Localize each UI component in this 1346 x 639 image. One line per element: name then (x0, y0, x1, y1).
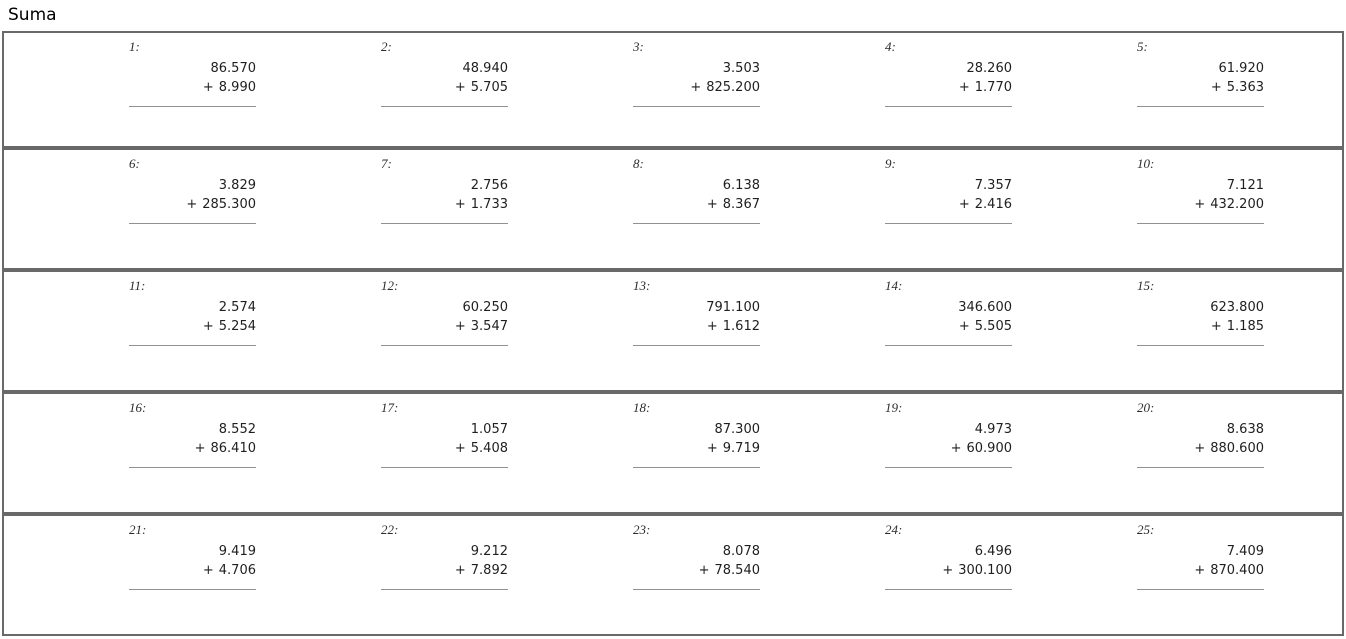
answer-line (885, 214, 1012, 224)
answer-space (1137, 468, 1264, 510)
answer-line (129, 458, 256, 468)
problem-number-label: 6: (129, 156, 140, 171)
answer-space (129, 468, 256, 510)
addend-bottom-row (1137, 317, 1264, 336)
addend-bottom-row (633, 317, 760, 336)
problem-cell (256, 272, 508, 390)
answer-line (633, 336, 760, 346)
addend-bottom: 5.505 (974, 319, 1012, 334)
addition-problem (633, 33, 760, 149)
addend-top: 6.496 (974, 544, 1012, 559)
answer-space (129, 224, 256, 266)
problem-cell (4, 150, 256, 268)
addend-bottom-row (633, 439, 760, 458)
addend-top: 9.419 (218, 544, 256, 559)
addition-problem (129, 516, 256, 632)
problem-cell (4, 394, 256, 512)
addition-problem (1137, 272, 1264, 388)
addend-bottom-row (1137, 439, 1264, 458)
addition-problem (1137, 150, 1264, 266)
answer-line (885, 458, 1012, 468)
problem-number-label: 21: (129, 522, 147, 537)
addend-top: 791.100 (706, 300, 760, 315)
addition-problem (129, 394, 256, 510)
addend-bottom-row (885, 78, 1012, 97)
worksheet-row (2, 392, 1344, 514)
addition-problem (633, 394, 760, 510)
problem-cell (508, 394, 760, 512)
problem-number-label: 13: (633, 278, 651, 293)
addend-top: 3.829 (218, 178, 256, 193)
addend-bottom: 7.892 (470, 563, 508, 578)
addend-bottom: 3.547 (470, 319, 508, 334)
answer-line (129, 336, 256, 346)
answer-space (381, 468, 508, 510)
addition-problem (381, 516, 508, 632)
answer-line (129, 214, 256, 224)
page-title: Suma (8, 5, 57, 25)
addition-problem (633, 272, 760, 388)
plus-operator: + (706, 441, 718, 456)
plus-operator: + (454, 80, 466, 95)
addend-top: 7.121 (1226, 178, 1264, 193)
plus-operator: + (194, 441, 206, 456)
problem-cell (256, 33, 508, 146)
problem-cell (4, 272, 256, 390)
addend-top: 48.940 (462, 61, 508, 76)
problem-cell (256, 150, 508, 268)
addition-problem (885, 272, 1012, 388)
addend-top: 8.552 (218, 422, 256, 437)
answer-space (129, 107, 256, 149)
answer-space (1137, 107, 1264, 149)
answer-line (381, 336, 508, 346)
answer-line (381, 214, 508, 224)
addition-problem (885, 150, 1012, 266)
plus-operator: + (698, 563, 710, 578)
problem-cell (760, 394, 1012, 512)
plus-operator: + (454, 319, 466, 334)
answer-space (633, 590, 760, 632)
addend-bottom-row (129, 439, 256, 458)
addend-bottom-row (381, 317, 508, 336)
problem-cell (1012, 150, 1264, 268)
addend-bottom-row (381, 561, 508, 580)
addend-top: 7.357 (974, 178, 1012, 193)
plus-operator: + (958, 319, 970, 334)
plus-operator: + (1194, 197, 1206, 212)
plus-operator: + (1194, 441, 1206, 456)
answer-line (885, 336, 1012, 346)
problem-cell (760, 150, 1012, 268)
problem-number-label: 5: (1137, 39, 1148, 54)
problem-cell (1012, 516, 1264, 634)
addend-top: 87.300 (714, 422, 760, 437)
answer-space (633, 107, 760, 149)
plus-operator: + (1194, 563, 1206, 578)
addend-bottom: 1.612 (722, 319, 760, 334)
answer-space (381, 590, 508, 632)
answer-space (129, 590, 256, 632)
addend-bottom-row (381, 195, 508, 214)
addend-bottom: 5.254 (218, 319, 256, 334)
addend-bottom-row (633, 195, 760, 214)
addend-bottom-row (1137, 78, 1264, 97)
plus-operator: + (958, 80, 970, 95)
addition-problem (633, 150, 760, 266)
answer-line (129, 97, 256, 107)
answer-line (1137, 458, 1264, 468)
answer-line (1137, 580, 1264, 590)
addend-bottom: 870.400 (1210, 563, 1264, 578)
addend-bottom-row (885, 317, 1012, 336)
addend-top: 346.600 (958, 300, 1012, 315)
addend-bottom-row (633, 561, 760, 580)
answer-space (381, 346, 508, 388)
addition-problem (885, 33, 1012, 149)
problem-number-label: 11: (129, 278, 146, 293)
addend-bottom-row (129, 195, 256, 214)
answer-line (1137, 336, 1264, 346)
addend-top: 6.138 (722, 178, 760, 193)
answer-space (885, 590, 1012, 632)
addend-bottom-row (1137, 561, 1264, 580)
addend-bottom: 5.408 (470, 441, 508, 456)
addend-bottom: 1.733 (470, 197, 508, 212)
problem-number-label: 4: (885, 39, 896, 54)
addend-bottom: 1.770 (974, 80, 1012, 95)
addend-bottom-row (633, 78, 760, 97)
answer-line (381, 97, 508, 107)
problem-number-label: 15: (1137, 278, 1155, 293)
addend-bottom-row (129, 561, 256, 580)
addition-problem (633, 516, 760, 632)
answer-line (633, 458, 760, 468)
addend-bottom: 78.540 (714, 563, 760, 578)
addend-bottom: 432.200 (1210, 197, 1264, 212)
addend-bottom-row (885, 439, 1012, 458)
problem-cell (508, 272, 760, 390)
problem-number-label: 20: (1137, 400, 1155, 415)
problem-cell (508, 33, 760, 146)
worksheet-row (2, 31, 1344, 148)
addition-problem (1137, 394, 1264, 510)
addend-top: 1.057 (470, 422, 508, 437)
addend-bottom: 2.416 (974, 197, 1012, 212)
answer-line (1137, 97, 1264, 107)
addend-top: 61.920 (1218, 61, 1264, 76)
plus-operator: + (690, 80, 702, 95)
answer-space (1137, 590, 1264, 632)
answer-space (381, 224, 508, 266)
plus-operator: + (706, 319, 718, 334)
worksheet-row (2, 514, 1344, 636)
addition-problem (885, 394, 1012, 510)
answer-line (381, 458, 508, 468)
plus-operator: + (950, 441, 962, 456)
addition-problem (381, 150, 508, 266)
addend-bottom-row (129, 78, 256, 97)
addend-top: 86.570 (210, 61, 256, 76)
answer-line (1137, 214, 1264, 224)
worksheet-row (2, 148, 1344, 270)
problem-cell (760, 33, 1012, 146)
addend-bottom-row (381, 439, 508, 458)
addend-bottom: 1.185 (1226, 319, 1264, 334)
problem-cell (1012, 272, 1264, 390)
addend-bottom-row (129, 317, 256, 336)
problem-number-label: 3: (633, 39, 644, 54)
addition-problem (885, 516, 1012, 632)
problem-number-label: 24: (885, 522, 903, 537)
addition-problem (129, 33, 256, 149)
problem-number-label: 25: (1137, 522, 1155, 537)
addend-bottom: 300.100 (958, 563, 1012, 578)
addend-top: 2.574 (218, 300, 256, 315)
problem-number-label: 14: (885, 278, 903, 293)
problem-cell (760, 272, 1012, 390)
problem-number-label: 22: (381, 522, 399, 537)
problem-number-label: 19: (885, 400, 903, 415)
addend-top: 3.503 (722, 61, 760, 76)
addend-top: 4.973 (974, 422, 1012, 437)
problem-number-label: 17: (381, 400, 399, 415)
problem-cell (1012, 394, 1264, 512)
problem-cell (760, 516, 1012, 634)
addend-bottom: 5.363 (1226, 80, 1264, 95)
problem-cell (256, 394, 508, 512)
answer-space (885, 107, 1012, 149)
problem-number-label: 23: (633, 522, 651, 537)
problem-number-label: 18: (633, 400, 651, 415)
addend-bottom-row (381, 78, 508, 97)
addend-bottom-row (885, 561, 1012, 580)
addend-bottom: 880.600 (1210, 441, 1264, 456)
addition-problem (381, 33, 508, 149)
plus-operator: + (202, 563, 214, 578)
problem-number-label: 16: (129, 400, 147, 415)
plus-operator: + (706, 197, 718, 212)
answer-line (885, 97, 1012, 107)
problem-cell (4, 33, 256, 146)
problem-cell (256, 516, 508, 634)
answer-line (633, 214, 760, 224)
addend-top: 7.409 (1226, 544, 1264, 559)
problem-cell (508, 516, 760, 634)
answer-space (129, 346, 256, 388)
answer-space (633, 468, 760, 510)
answer-line (129, 580, 256, 590)
problem-number-label: 2: (381, 39, 392, 54)
problem-cell (508, 150, 760, 268)
addend-bottom-row (885, 195, 1012, 214)
addend-top: 28.260 (966, 61, 1012, 76)
addend-top: 60.250 (462, 300, 508, 315)
answer-line (633, 97, 760, 107)
addend-top: 8.638 (1226, 422, 1264, 437)
problem-number-label: 9: (885, 156, 896, 171)
addend-bottom-row (1137, 195, 1264, 214)
addend-bottom: 9.719 (722, 441, 760, 456)
worksheet-grid (2, 31, 1344, 636)
answer-line (633, 580, 760, 590)
problem-number-label: 10: (1137, 156, 1155, 171)
problem-cell (1012, 33, 1264, 146)
addend-top: 8.078 (722, 544, 760, 559)
answer-line (885, 580, 1012, 590)
plus-operator: + (202, 80, 214, 95)
plus-operator: + (202, 319, 214, 334)
addition-problem (1137, 33, 1264, 149)
addition-problem (381, 394, 508, 510)
addend-bottom: 8.367 (722, 197, 760, 212)
addend-bottom: 825.200 (706, 80, 760, 95)
plus-operator: + (454, 441, 466, 456)
answer-space (885, 468, 1012, 510)
answer-space (1137, 224, 1264, 266)
addend-bottom: 5.705 (470, 80, 508, 95)
addition-problem (129, 150, 256, 266)
answer-space (633, 346, 760, 388)
problem-number-label: 12: (381, 278, 399, 293)
worksheet-row (2, 270, 1344, 392)
plus-operator: + (1210, 319, 1222, 334)
answer-space (885, 224, 1012, 266)
addition-problem (1137, 516, 1264, 632)
addition-problem (129, 272, 256, 388)
addend-bottom: 4.706 (218, 563, 256, 578)
answer-space (1137, 346, 1264, 388)
plus-operator: + (454, 563, 466, 578)
answer-space (885, 346, 1012, 388)
addend-top: 623.800 (1210, 300, 1264, 315)
problem-number-label: 8: (633, 156, 644, 171)
answer-space (381, 107, 508, 149)
addend-top: 2.756 (470, 178, 508, 193)
problem-number-label: 1: (129, 39, 140, 54)
addend-bottom: 285.300 (202, 197, 256, 212)
plus-operator: + (942, 563, 954, 578)
answer-line (381, 580, 508, 590)
plus-operator: + (958, 197, 970, 212)
addend-bottom: 86.410 (210, 441, 256, 456)
addition-problem (381, 272, 508, 388)
plus-operator: + (1210, 80, 1222, 95)
addend-bottom: 8.990 (218, 80, 256, 95)
plus-operator: + (454, 197, 466, 212)
problem-number-label: 7: (381, 156, 392, 171)
plus-operator: + (186, 197, 198, 212)
problem-cell (4, 516, 256, 634)
addend-top: 9.212 (470, 544, 508, 559)
addend-bottom: 60.900 (966, 441, 1012, 456)
answer-space (633, 224, 760, 266)
